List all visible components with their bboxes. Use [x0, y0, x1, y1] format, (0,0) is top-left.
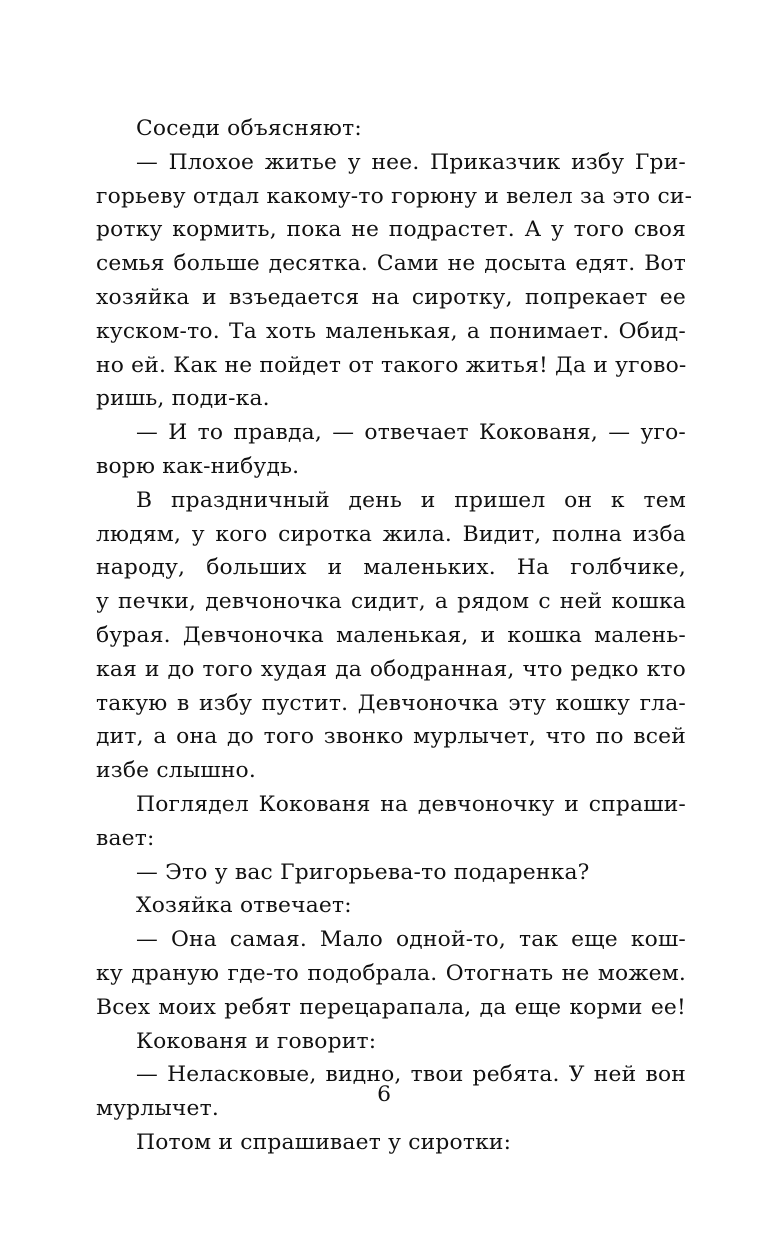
text-line: но ей. Как не пойдет от такого житья! Да и угово- [96, 352, 687, 378]
text-line: — И то правда, — отвечает Кокованя, — уго- [136, 420, 686, 446]
text-line: — Плохое житье у нее. Приказчик избу Гри- [136, 149, 686, 175]
text-line: — Она самая. Мало одной-то, так еще кош- [136, 927, 686, 953]
body-text [96, 112, 693, 1160]
text-line: Всех моих ребят перецарапала, да еще корми ее! [96, 994, 686, 1020]
text-line: Поглядел Кокованя на девчоночку и спраши- [136, 791, 686, 817]
text-line: такую в избу пустит. Девчоночка эту кошку гла- [96, 690, 686, 716]
text-line: людям, у кого сиротка жила. Видит, полна изба [96, 521, 686, 547]
text-line: бурая. Девчоночка маленькая, и кошка малень- [96, 622, 686, 648]
text-line: ришь, поди-ка. [96, 386, 270, 412]
text-line: вает: [96, 825, 155, 851]
text-line: Соседи объясняют: [136, 116, 362, 141]
text-line: ворю как-нибудь. [96, 453, 300, 479]
text-line: куском-то. Та хоть маленькая, а понимает. Обид- [96, 318, 686, 344]
text-line: хозяйка и взъедается на сиротку, попрекает ее [96, 284, 686, 310]
text-line: — Это у вас Григорьева-то подаренка? [136, 859, 590, 885]
text-line: мурлычет. [96, 1096, 220, 1122]
text-line: Кокованя и говорит: [136, 1028, 377, 1054]
text-line: В праздничный день и пришел он к тем [136, 487, 686, 513]
text-line: избе слышно. [96, 758, 257, 784]
text-line: горьеву отдал какому-то горюну и велел за это си- [96, 183, 693, 209]
text-line: — Неласковые, видно, твои ребята. У ней вон [136, 1062, 686, 1088]
text-line: кая и до того худая да ободранная, что редко кто [96, 656, 686, 682]
text-line: у печки, девчоночка сидит, а рядом с ней кошка [96, 589, 686, 615]
text-line: семья больше десятка. Сами не досыта едят. Вот [96, 251, 686, 277]
text-line: Хозяйка отвечает: [136, 893, 352, 919]
text-line: народу, больших и маленьких. На голбчике, [96, 555, 686, 581]
text-line: ротку кормить, пока не подрастет. А у того своя [96, 217, 686, 243]
text-line: Потом и спрашивает у сиротки: [136, 1129, 512, 1155]
text-line: ку драную где-то подобрала. Отогнать не можем. [96, 960, 686, 986]
text-line: дит, а она до того звонко мурлычет, что по всей [96, 724, 686, 750]
page-number: 6 [377, 1082, 391, 1107]
